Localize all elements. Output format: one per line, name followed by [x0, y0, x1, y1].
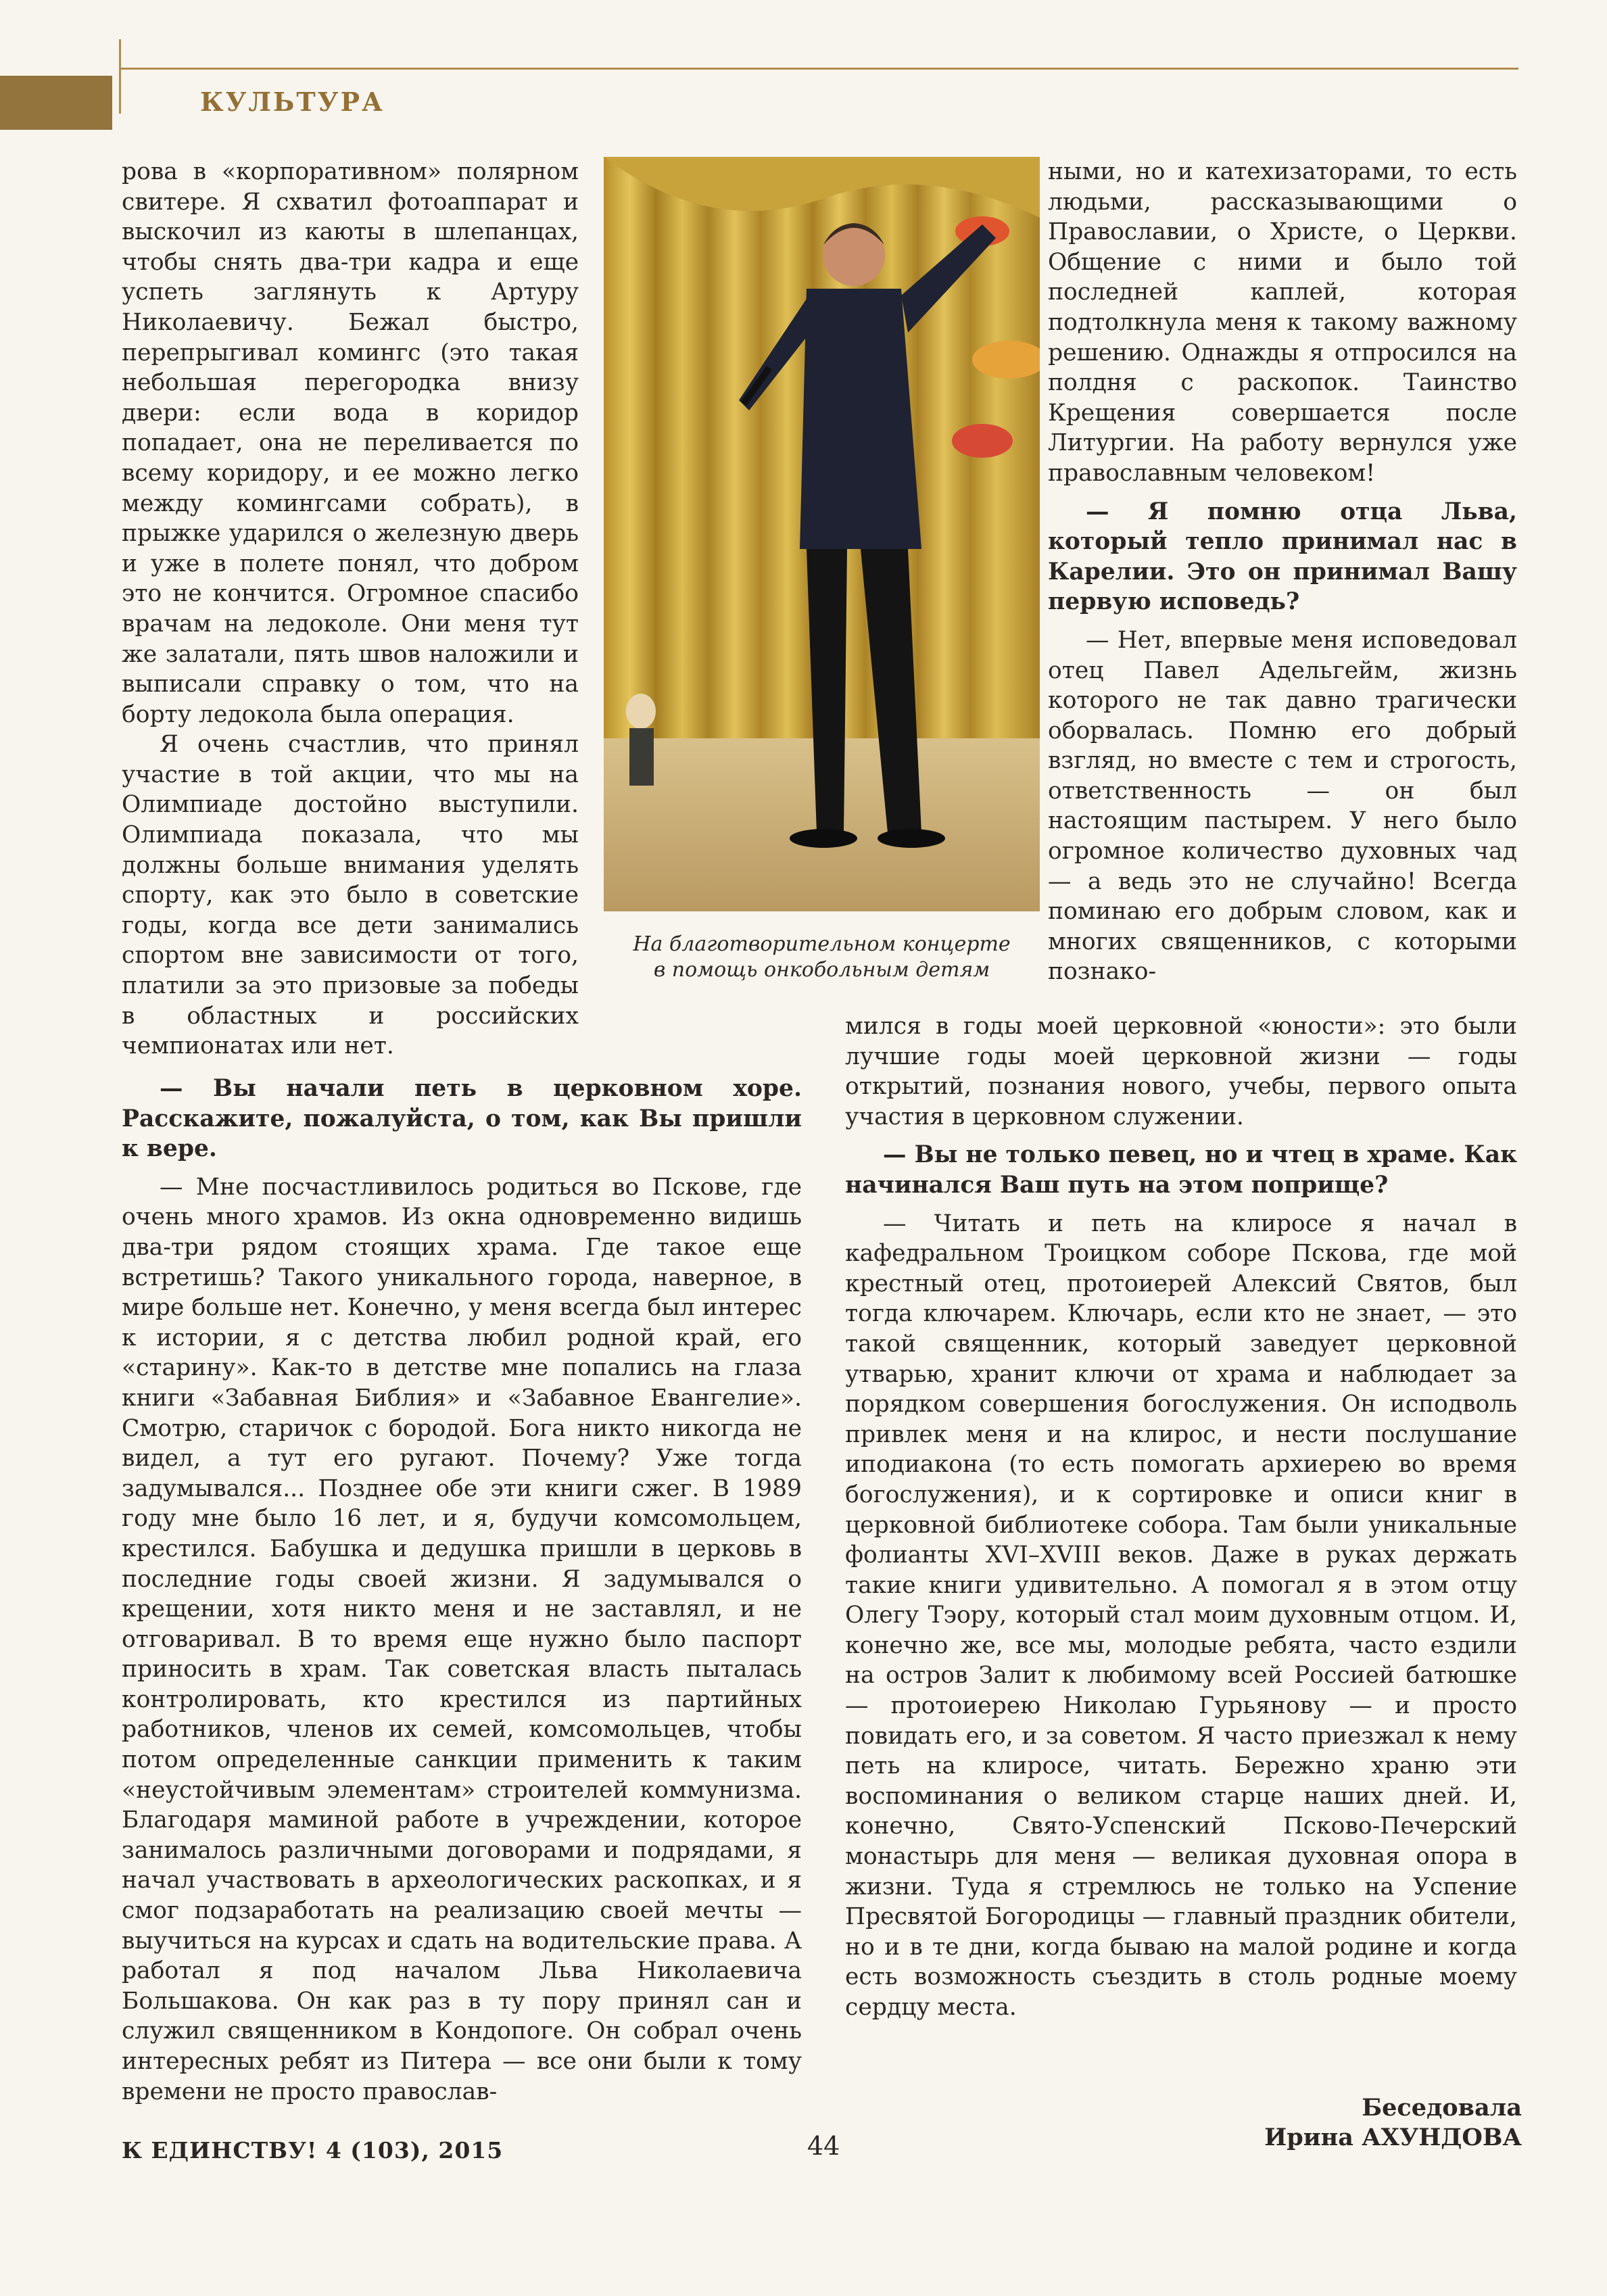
- article-paragraph: — Нет, впервые меня исповедовал отец Павел Адельгейм, жизнь которого не так давно трагически оборвалась. Помню его добрый взгляд, но вместе с тем и строгость, ответственность — он был настоящим пастырем. У него было огромное количество духовных чад — а ведь это не случайно! Всегда поминаю его добрым словом, как и многих священников, с которыми познако-: [1048, 626, 1517, 986]
- right-column: [1048, 157, 1517, 987]
- article-paragraph: Я очень счастлив, что принял участие в той акции, что мы на Олимпиаде достойно выступили. Олимпиада показала, что мы должны больше внимания уделять спорту, как это было в советские годы, когда все дети занимались спортом вне зависимости от того, платили за это призовые за победы в областных и российских чемпионатах или нет.: [122, 731, 579, 1060]
- caption-line-2: в помощь онкобольным детям: [653, 958, 990, 982]
- header-rule: [119, 68, 1518, 70]
- section-color-bar: [0, 76, 112, 130]
- article-paragraph: — Читать и петь на клиросе я начал в кафедральном Троицком соборе Пскова, где мой крестный отец, протоиерей Алексий Святов, был тогда ключарем. Ключарь, если кто не знает, — это такой священник, который заведует церковной утварью, хранит ключи от храма и наблюдает за порядком совершения богослужения. Он исподволь привлек меня и на клирос, и нести послушание иподиакона (то есть помогать архиерею во время богослужения), и к сортировке и описи книг в церковной библиотеке собора. Там были уникальные фолианты XVI–XVIII веков. Даже в руках держать такие книги удивительно. А помогал я в этом отцу Олегу Тэору, который стал моим духовным отцом. И, конечно же, все мы, молодые ребята, часто ездили на остров Залит к любимому всей Россией батюшке — протоиерею Николаю Гурьянову — и просто повидать его, и за советом. Я часто приезжал к нему петь на клиросе, читать. Бережно храню эти воспоминания о великом старце наших дней. И, конечно, Свято-Успенский Псково-Печерский монастырь для меня — великая духовная опора в жизни. Туда я стремлюсь не только на Успение Пресвятой Богородицы — главный праздник обители, но и в те дни, когда бываю на малой родине и когда есть возможность съездить в столь родные моему сердцу места.: [845, 1210, 1517, 2021]
- concert-photo: [604, 157, 1040, 911]
- article-paragraph: мился в годы моей церковной «юности»: это были лучшие годы моей церковной жизни — годы открытий, познания нового, учебы, первого опыта участия в церковном служении.: [845, 1013, 1517, 1130]
- footer-magazine-title: К ЕДИНСТВУ! 4 (103), 2015: [122, 2137, 504, 2163]
- article-paragraph: — Мне посчастливилось родиться во Пскове, где очень много храмов. Из окна одновременно видишь два-три рядом стоящих храма. Где такое еще встретишь? Такого уникального города, наверное, в мире больше нет. Конечно, у меня всегда был интерес к истории, я с детства любил родной край, его «старину». Как-то в детстве мне попались на глаза книги «Забавная Библия» и «Забавное Евангелие». Смотрю, старичок с бородой. Бога никто никогда не видел, а тут его ругают. Почему? Уже тогда задумывался... Позднее обе эти книги сжег. В 1989 году мне было 16 лет, и я, будучи комсомольцем, крестился. Бабушка и дедушка пришли в церковь в последние годы своей жизни. Я задумывался о крещении, хотя никто меня и не заставлял, и не отговаривал. В то время еще нужно было паспорт приносить в храм. Так советская власть пыталась контролировать, кто крестился из партийных работников, членов их семей, комсомольцев, чтобы потом определенные санкции применить к таким «неустойчивым элементам» строителей коммунизма. Благодаря маминой работе в учреждении, которое занималось различными договорами и подрядами, я начал участвовать в археологических раскопках, и я смог подзаработать на реализацию своей мечты — выучиться на курсах и сдать на водительские права. А работал я под началом Льва Николаевича Большакова. Он как раз в ту пору принял сан и служил священником в Кондопоге. Он собрал очень интересных ребят из Питера — все они были к тому времени не просто православ-: [122, 1173, 802, 2105]
- caption-line-1: На благотворительном концерте: [633, 932, 1011, 956]
- singer-image: [604, 157, 1040, 911]
- article-paragraph: рова в «корпоративном» полярном свитере. Я схватил фотоаппарат и выскочил из каюты в шлепанцах, чтобы снять два-три кадра и еще успеть заглянуть к Артуру Николаевичу. Бежал быстро, перепрыгивал комингс (это такая небольшая перегородка внизу двери: если вода в коридор попадает, она не переливается по всему коридору, и ее можно легко между комингсами собрать), в прыжке ударился о железную дверь и уже в полете понял, что добром это не кончится. Огромное спасибо врачам на ледоколе. Они меня тут же залатали, пять швов наложили и выписали справку о том, что на борту ледокола была операция.: [122, 158, 579, 728]
- photo-caption: [604, 932, 1040, 983]
- author-signature: [1264, 2093, 1522, 2153]
- interview-question: — Я помню отца Льва, который тепло принимал нас в Карелии. Это он принимал Вашу первую исповедь?: [1048, 498, 1517, 616]
- interview-question: — Вы не только певец, но и чтец в храме. Как начинался Ваш путь на этом поприще?: [845, 1141, 1517, 1199]
- right-lower-column: [845, 1011, 1517, 2023]
- left-lower-column: [122, 1074, 802, 2107]
- signature-line-2: Ирина АХУНДОВА: [1264, 2124, 1522, 2151]
- left-column: [122, 157, 579, 1061]
- section-title: КУЛЬТУРА: [200, 87, 385, 117]
- article-paragraph: ными, но и катехизаторами, то есть людьми, рассказывающими о Православии, о Христе, о Церкви. Общение с ними и было той последней каплей, которая подтолкнула меня к такому важному решению. Однажды я отпросился на полдня с раскопок. Таинство Крещения совершается после Литургии. На работу вернулся уже православным человеком!: [1048, 158, 1517, 487]
- signature-line-1: Беседовала: [1362, 2094, 1522, 2122]
- page-number: 44: [807, 2131, 840, 2161]
- header-vertical-rule: [119, 39, 121, 114]
- interview-question: — Вы начали петь в церковном хоре. Расскажите, пожалуйста, о том, как Вы пришли к вере.: [122, 1075, 802, 1163]
